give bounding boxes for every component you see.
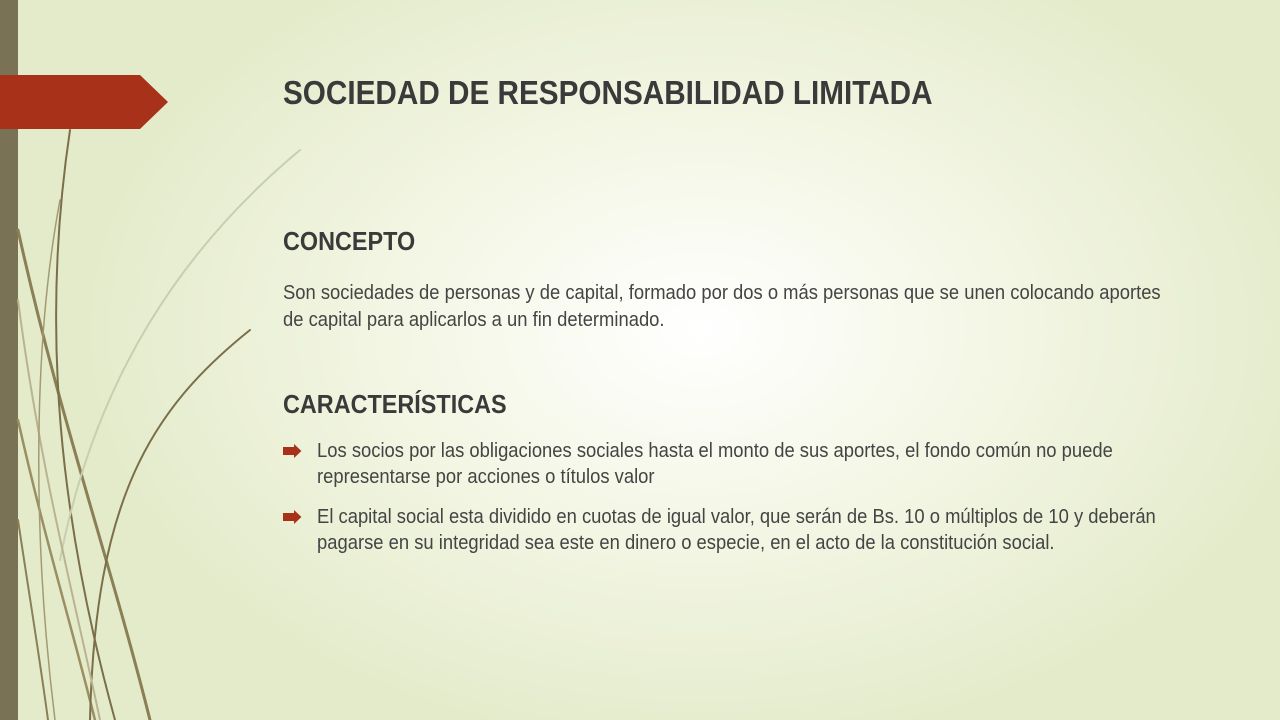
list-item <box>283 504 1194 556</box>
arrow-right-icon <box>283 444 303 458</box>
title-accent-arrow <box>0 75 170 129</box>
list-item <box>283 438 1194 490</box>
arrow-right-icon <box>283 510 303 524</box>
list-item-text: El capital social esta dividido en cuotas de igual valor, que serán de Bs. 10 o múltiplos de 10 y deberán pagarse en su integridad sea este en dinero o especie, en el acto de la constitución social. <box>317 506 1156 554</box>
concept-text: Son sociedades de personas y de capital, formado por dos o más personas que se unen colocando aportes de capital para aplicarlos a un fin determinado. <box>283 282 1161 331</box>
characteristics-heading: CARACTERÍSTICAS <box>283 389 507 419</box>
characteristics-list <box>283 438 1194 570</box>
concept-heading: CONCEPTO <box>283 226 416 256</box>
list-item-text: Los socios por las obligaciones sociales hasta el monto de sus aportes, el fondo común no puede representarse por acciones o títulos valor <box>317 440 1113 488</box>
slide-title: SOCIEDAD DE RESPONSABILIDAD LIMITADA <box>283 74 933 111</box>
